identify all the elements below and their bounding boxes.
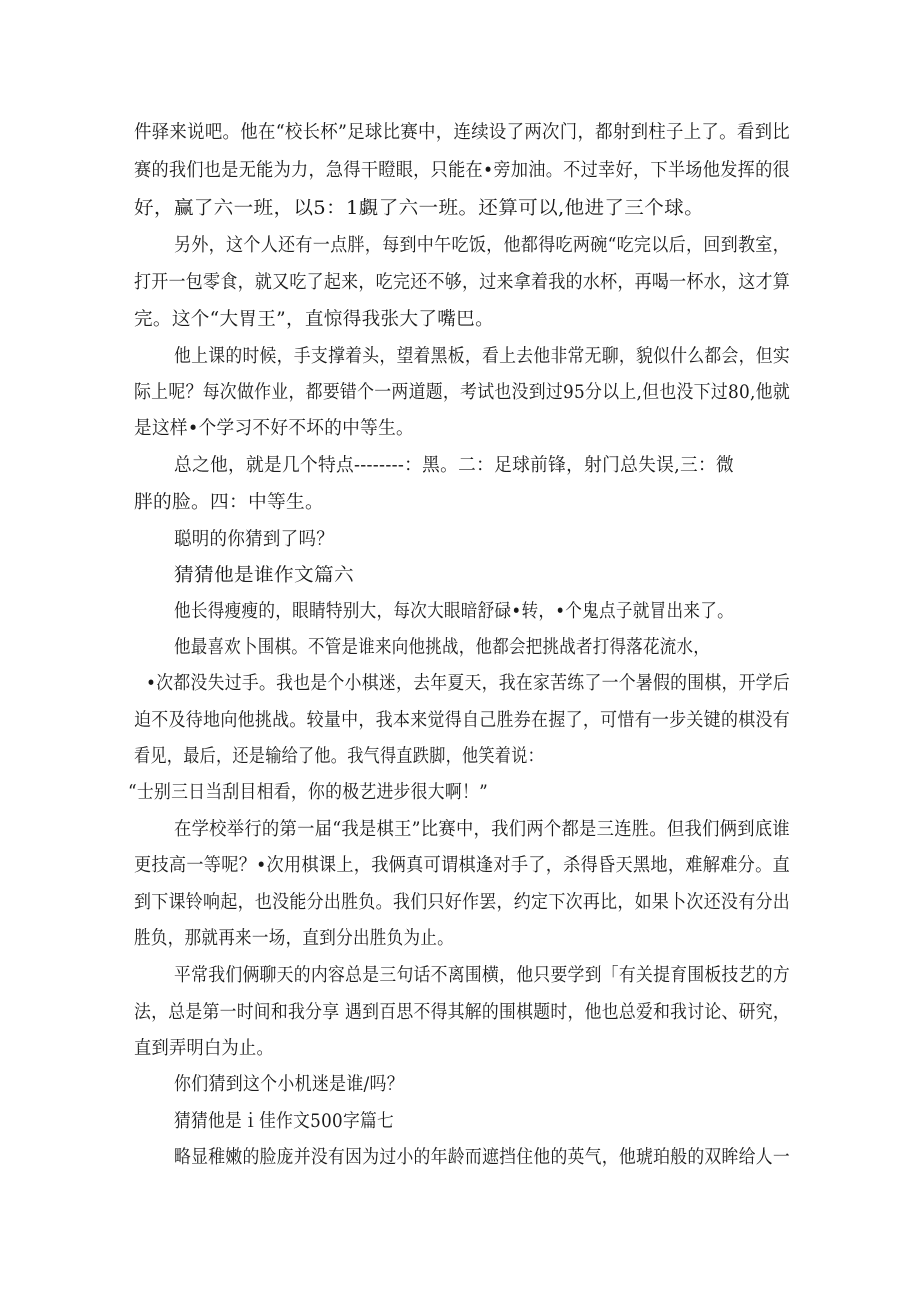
section-heading: 猜猜他是谁作文篇六 <box>174 565 354 586</box>
text-line: 迫不及待地向他挑战。较量中，我本来觉得自己胜券在握了，可惜有一步关键的棋没有 <box>134 710 790 731</box>
text-line: 略显稚嫩的脸庞并没有因为过小的年龄而遮挡住他的英气，他琥珀般的双眸给人一 <box>174 1147 790 1168</box>
text-line: 是这样•个学习不好不坏的中等生。 <box>134 418 414 439</box>
text-line: 他上课的时候，手支撑着头，望着黑板，看上去他非常无聊，貌似什么都会，但实 <box>174 346 790 367</box>
text-line: 另外，这个人还有一点胖，每到中午吃饭，他都得吃两碗“吃完以后，回到教室， <box>174 235 790 256</box>
text-line: 胜负，那就再来一场，直到分出胜负为止。 <box>134 928 454 949</box>
text-line: 完。这个“大胃王”，直惊得我张大了嘴巴。 <box>134 309 494 330</box>
text-line: 际上呢？每次做作业，都要错个一两道题，考试也没到过95分以上,但也没下过80,他就 <box>134 382 790 403</box>
text-line: 到下课铃响起，也没能分出胜负。我们只好作罢，约定下次再比，如果卜次还没有分出 <box>134 892 790 913</box>
text-line: 直到弄明白为止。 <box>134 1038 274 1059</box>
text-line: 赛的我们也是无能为力，急得干瞪眼，只能在•旁加油。不过幸好，下半场他发挥的很 <box>134 160 790 181</box>
text-line: 看见，最后，还是输给了他。我气得直跌脚，他笑着说： <box>134 746 544 767</box>
text-line: 聪明的你猜到了吗？ <box>174 529 334 550</box>
text-line: 好，赢了六一班，以5：1覷了六一班。还算可以,他进了三个球。 <box>134 198 704 219</box>
text-line: 件驿来说吧。他在“校长杯”足球比赛中，连续设了两次门，都射到柱子上了。看到比 <box>134 122 790 143</box>
text-line: •次都没失过手。我也是个小棋迷，去年夏天，我在家苦练了一个暑假的围棋，开学后 <box>146 673 790 694</box>
text-line: 打开一包零食，就又吃了起来，吃完还不够，过来拿着我的水杯，再喝一杯水，这才算 <box>134 272 790 293</box>
text-line: 总之他，就是几个特点--------：黑。二：足球前锋，射门总失误,三：微 <box>174 455 734 476</box>
text-line: 法，总是第一时间和我分享 遇到百思不得其解的围棋题时，他也总爱和我讨论、研究， <box>134 1002 790 1023</box>
text-line: 在学校举行的第一届“我是棋王”比赛中，我们两个都是三连胜。但我们俩到底谁 <box>174 819 790 840</box>
text-line: 他长得瘦瘦的，眼睛特别大，每次大眼暗舒碌•转，•个鬼点子就冒出来了。 <box>174 601 734 622</box>
text-line: 更技高一等呢？•次用棋课上，我俩真可谓棋逢对手了，杀得昏天黑地，难解难分。直 <box>134 855 790 876</box>
text-line: 你们猜到这个小机迷是谁/吗？ <box>174 1074 404 1095</box>
text-line: “士别三日当刮目相看，你的极艺进步很大啊！” <box>128 782 488 803</box>
text-line: 他最喜欢卜围棋。不管是谁来向他挑战，他都会把挑战者打得落花流水， <box>174 637 710 658</box>
text-line: 平常我们俩聊天的内容总是三句话不离围横，他只要学到「有关提育围板技艺的方 <box>174 965 790 986</box>
text-line: 胖的脸。四：中等生。 <box>134 492 324 513</box>
section-heading: 猜猜他是ｉ佳作文500字篇七 <box>174 1111 394 1132</box>
